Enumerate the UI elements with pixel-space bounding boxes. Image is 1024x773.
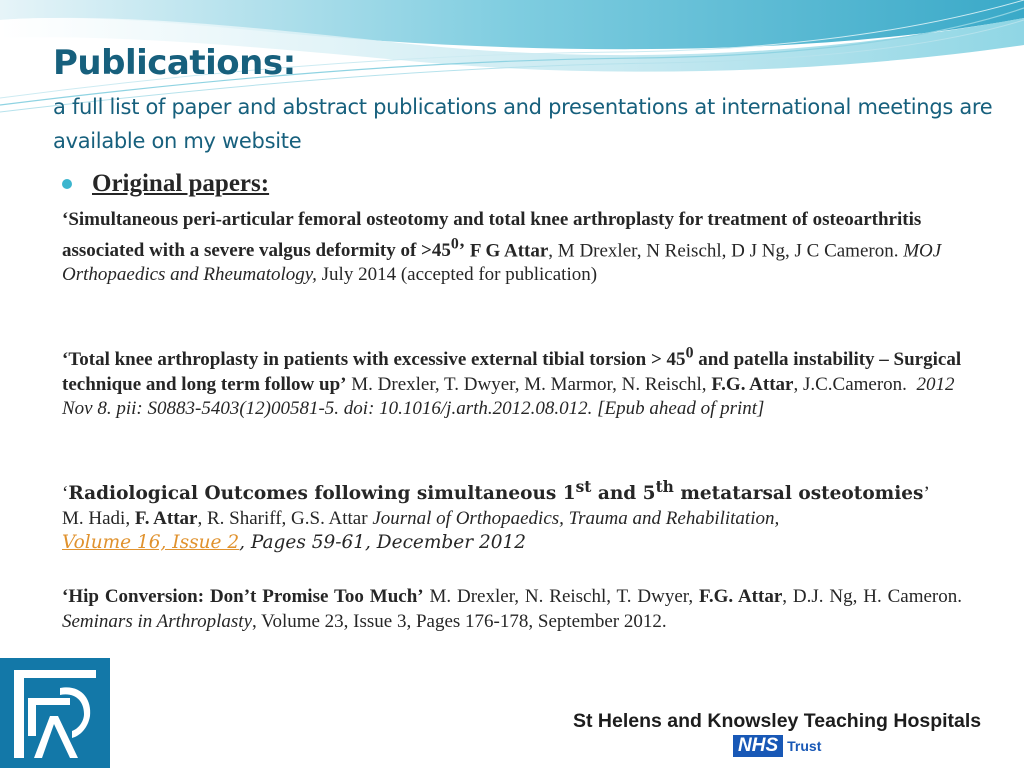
page-subtitle: a full list of paper and abstract publications and presentations at international meetings are available on my website	[53, 95, 993, 153]
paper-title: ‘Hip Conversion: Don’t Promise Too Much’	[62, 586, 424, 607]
paper-entry-2: ‘Total knee arthroplasty in patients with excessive external tibial torsion > $45^0$ and patella instability – Surgical technique and long term follow up’ M. Drexler, T. Dwyer, M. Marmor, N. Reischl, F.G. Attar, J.C.Cameron. 2012 Nov 8. pii: S0883-5403(12)00581-5. doi: 10.1016/j.arth.2012.08.012. [Epub ahead of print]	[62, 345, 962, 420]
journal-name: Journal of Orthopaedics, Trauma and Rehabilitation,	[372, 507, 780, 529]
page-title: Publications:	[53, 43, 296, 83]
nhs-badge-row	[733, 735, 821, 757]
section-bullet	[62, 170, 269, 198]
nhs-badge-icon: NHS	[733, 735, 783, 757]
paper-title: ‘Simultaneous peri-articular femoral osteotomy and total knee arthroplasty for treatment of osteoarthritis associated with a severe valgus deformity of $>45^0$’	[62, 209, 922, 261]
nhs-trust-label: Trust	[787, 738, 822, 754]
paper-entry-3: ‘Radiological Outcomes following simultaneous 1st and 5th metatarsal osteotomies’ M. Hadi, F. Attar, R. Shariff, G.S. Attar Journal of Orthopaedics, Trauma and Rehabilitation, Volume 16, Issue 2, Pages 59-61, December 2012	[62, 478, 930, 554]
paper-entry-4: ‘Hip Conversion: Don’t Promise Too Much’ M. Drexler, N. Reischl, T. Dwyer, F.G. Attar, D.J. Ng, H. Cameron. Seminars in Arthroplasty, Volume 23, Issue 3, Pages 176-178, September 2012.	[62, 586, 963, 632]
section-label: Original papers:	[92, 170, 270, 197]
journal-name: MOJ Orthopaedics and Rheumatology,	[62, 239, 942, 286]
bullet-dot-icon	[62, 179, 72, 189]
highlight-author: F.G. Attar	[711, 373, 794, 395]
nhs-trust-logo	[563, 688, 1024, 768]
highlight-author: F G Attar	[469, 239, 549, 261]
pages-text: , Pages 59-61, December 2012	[239, 532, 527, 554]
journal-name: Seminars in Arthroplasty	[62, 610, 253, 632]
paper-entry-1: ‘Simultaneous peri-articular femoral osteotomy and total knee arthroplasty for treatment of osteoarthritis associated with a severe valgus deformity of $>45^0$’ F G Attar, M Drexler, N Reischl, D J Ng, J C Cameron. MOJ Orthopaedics and Rheumatology, July 2014 (accepted for publication)	[62, 209, 942, 286]
volume-link[interactable]: Volume 16, Issue 2	[62, 532, 240, 554]
paper-title: Radiological Outcomes following simultaneous 1st and 5th metatarsal osteotomies	[68, 478, 924, 505]
paper-title: ‘Total knee arthroplasty in patients with excessive external tibial torsion > $45^0$ and patella instability – Surgical technique and long term follow up’	[62, 345, 962, 395]
journal-name: 2012 Nov 8. pii: S0883-5403(12)00581-5. doi: 10.1016/j.arth.2012.08.012. [Epub ahead of print]	[62, 373, 955, 420]
title-block	[53, 40, 993, 158]
highlight-author: F.G. Attar	[698, 586, 783, 607]
fga-monogram-icon	[0, 658, 110, 768]
fga-logo	[0, 658, 110, 768]
trust-name: St Helens and Knowsley Teaching Hospitals	[573, 710, 982, 732]
highlight-author: F. Attar	[134, 507, 198, 529]
